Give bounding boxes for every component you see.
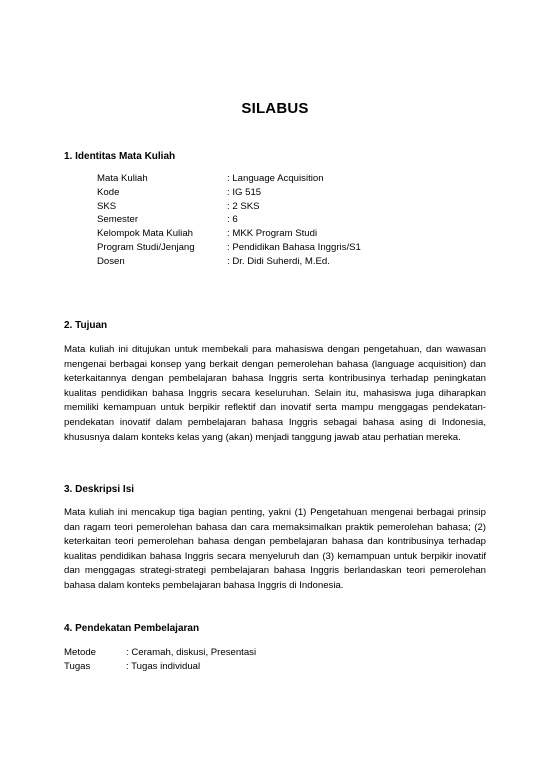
info-label: Semester	[97, 214, 139, 226]
info-label: Mata Kuliah	[97, 173, 148, 184]
document-title: SILABUS	[241, 100, 309, 117]
info-label: Program Studi/Jenjang	[97, 241, 195, 253]
info-row-dosen	[97, 255, 361, 269]
info-value: : MKK Program Studi	[227, 228, 318, 240]
approach-row-tugas	[64, 660, 256, 674]
info-row-kelompok	[97, 227, 361, 241]
info-row-kode	[97, 186, 361, 200]
info-label: SKS	[97, 200, 117, 212]
approach-label: Metode	[64, 647, 96, 658]
info-row-semester	[97, 213, 361, 227]
course-identity-table	[97, 172, 361, 269]
section-heading-pendekatan: 4. Pendekatan Pembelajaran	[64, 623, 200, 634]
deskripsi-paragraph: Mata kuliah ini mencakup tiga bagian penting, yakni (1) Pengetahuan mengenai berbagai prinsip dan ragam teori pemerolehan bahasa dan cara memaksimalkan praktik pemerolehan bahasa; (2) keterkaitan teori pemerolehan bahasa dengan pembelajaran bahasa dan kontribusinya terhadap kualitas pendidikan bahasa Inggris secara menyeluruh dan (3) kemampuan untuk berpikir inovatif dan menggagas strategi-strategi pembelajaran bahasa Inggris berlandaskan teori pemerolehan bahasa dalam konteks pembelajaran bahasa Inggris di Indonesia.	[64, 507, 486, 591]
info-row-mata-kuliah	[97, 172, 361, 186]
section-heading-deskripsi: 3. Deskripsi Isi	[64, 484, 135, 495]
section-heading-tujuan: 2. Tujuan	[64, 320, 108, 331]
info-value: : 2 SKS	[227, 200, 260, 212]
info-label: Kode	[97, 186, 120, 198]
approach-label: Tugas	[64, 661, 91, 672]
info-value: : Dr. Didi Suherdi, M.Ed.	[227, 255, 330, 267]
info-value: : IG 515	[227, 186, 262, 198]
info-row-sks	[97, 200, 361, 214]
info-value: : 6	[227, 214, 238, 226]
approach-table	[64, 646, 256, 674]
info-value: : Language Acquisition	[227, 173, 324, 184]
approach-value: : Ceramah, diskusi, Presentasi	[126, 647, 257, 658]
approach-value: : Tugas individual	[126, 661, 201, 672]
approach-row-metode	[64, 646, 256, 660]
info-row-program-studi	[97, 241, 361, 255]
info-label: Dosen	[97, 255, 125, 267]
info-value: : Pendidikan Bahasa Inggris/S1	[227, 241, 361, 253]
section-heading-identitas: 1. Identitas Mata Kuliah	[64, 151, 176, 162]
tujuan-paragraph: Mata kuliah ini ditujukan untuk membekali para mahasiswa dengan pengetahuan, dan wawasan mengenai berbagai konsep yang berkait dengan pemerolehan bahasa (language acquisition) dan keterkaitannya dengan pembelajaran bahasa Inggris serta kontribusinya terhadap peningkatan kualitas pendidikan bahasa Inggris secara keseluruhan. Selain itu, mahasiswa juga diharapkan memiliki kemampuan untuk berpikir reflektif dan inovatif serta mampu menggagas pendekatan-pendekatan inovatif dalam pembelajaran bahasa Inggris sebagai bahasa asing di Indonesia, khususnya dalam konteks kelas yang (akan) menjadi tanggung jawab atau perhatian mereka.	[64, 344, 486, 443]
info-label: Kelompok Mata Kuliah	[97, 228, 193, 240]
